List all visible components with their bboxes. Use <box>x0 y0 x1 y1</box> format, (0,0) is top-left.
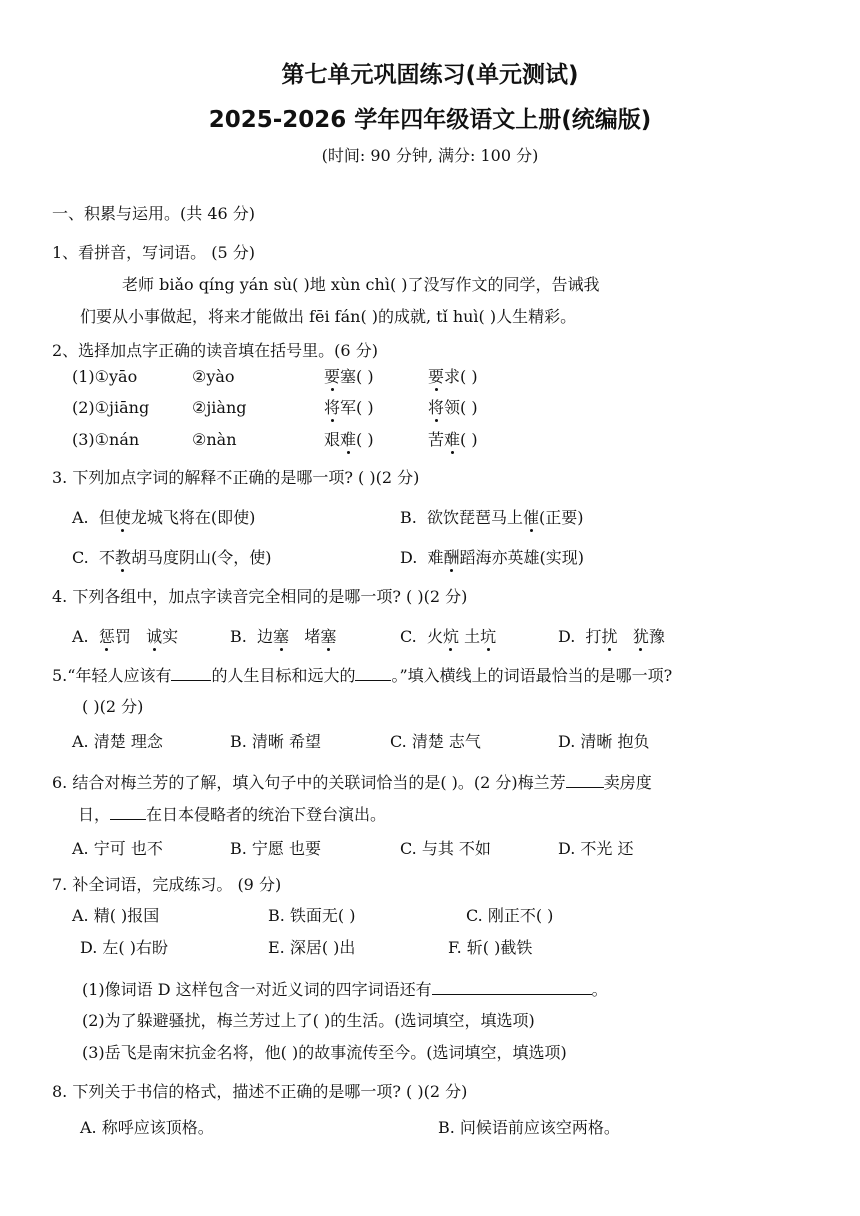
word-char: 罚 <box>114 627 131 646</box>
answer-paren: ( ) <box>356 430 374 449</box>
q6-option-d: D. 不光 还 <box>558 839 634 858</box>
dotted-char: 将 <box>428 398 445 417</box>
q3-stem: 3. 下列加点字词的解释不正确的是哪一项? ( )(2 分) <box>52 468 420 487</box>
exam-time-note: (时间: 90 分钟, 满分: 100 分) <box>321 146 539 165</box>
q1-stem: 1、看拼音，写词语。 (5 分) <box>52 243 256 262</box>
dotted-char: 教 <box>114 548 131 567</box>
dotted-char: 酬 <box>443 548 460 567</box>
word-char: 边 <box>257 627 274 646</box>
q3-option-a <box>72 507 255 529</box>
option-label: C. <box>400 627 417 646</box>
answer-paren: ( ) <box>460 367 478 386</box>
q7-sub1 <box>82 978 608 1001</box>
dotted-char: 使 <box>114 508 131 527</box>
q7-stem: 7. 补全词语，完成练习。 (9 分) <box>52 875 282 894</box>
q2-option-2: ②jiàng <box>192 398 247 417</box>
q2-option-2: ②yào <box>192 367 235 386</box>
q2-option-1: ①jiāng <box>94 398 150 417</box>
q2-row-num: (3) <box>72 430 95 449</box>
q2-option-1: ①yāo <box>94 367 138 386</box>
q2-row-num: (2) <box>72 398 95 417</box>
q5-line2: ( )(2 分) <box>82 697 144 716</box>
fill-blank[interactable] <box>355 664 391 681</box>
q3-option-d <box>400 547 584 569</box>
q4-option-a <box>72 626 178 648</box>
fill-blank[interactable] <box>110 803 146 820</box>
stem-text: 。”填入横线上的词语最恰当的是哪一项? <box>391 666 673 685</box>
q5-option-d: D. 清晰 抱负 <box>558 732 650 751</box>
option-label: A. <box>72 627 89 646</box>
q7-sub3: (3)岳飞是南宋抗金名将，他( )的故事流传至今。(选词填空，填选项) <box>82 1043 567 1062</box>
q8-option-a: A. 称呼应该顶格。 <box>80 1118 214 1137</box>
q7-option-d: D. 左( )右盼 <box>80 938 169 957</box>
q7-sub2: (2)为了躲避骚扰，梅兰芳过上了( )的生活。(选词填空，填选项) <box>82 1011 535 1030</box>
word-char: 火 <box>426 627 443 646</box>
q6-option-c: C. 与其 不如 <box>400 839 491 858</box>
q2-row-3 <box>72 429 139 451</box>
word-char: 豫 <box>648 627 665 646</box>
q7-option-b: B. 铁面无( ) <box>268 906 356 925</box>
q2-word-2 <box>428 397 478 419</box>
q6-line2 <box>78 803 386 826</box>
q4-option-c <box>400 626 496 648</box>
q2-row-1 <box>72 366 137 388</box>
q7-option-a: A. 精( )报国 <box>72 906 160 925</box>
q8-option-b: B. 问候语前应该空两格。 <box>438 1118 620 1137</box>
q7-option-f: F. 斩( )截铁 <box>448 938 533 957</box>
option-label: C. <box>72 548 89 567</box>
dotted-char: 催 <box>523 508 540 527</box>
stem-text: 的人生目标和远大的 <box>211 666 356 685</box>
option-text: 龙城飞将在(即使) <box>130 508 256 527</box>
fill-blank[interactable] <box>432 978 592 995</box>
option-label: B. <box>230 627 247 646</box>
stem-text: 。 <box>591 980 608 999</box>
q6-stem <box>52 771 652 794</box>
q4-stem: 4. 下列各组中，加点字读音完全相同的是哪一项? ( )(2 分) <box>52 587 468 606</box>
word-char: 苦 <box>428 430 445 449</box>
word-char: 打 <box>585 627 602 646</box>
stem-text: 5.“年轻人应该有 <box>52 666 172 685</box>
dotted-char: 要 <box>324 367 341 386</box>
q2-option-2: ②nàn <box>192 430 237 449</box>
stem-text: 日， <box>78 805 111 824</box>
stem-text: 6. 结合对梅兰芳的了解，填入句子中的关联词恰当的是( )。(2 分)梅兰芳 <box>52 773 566 792</box>
option-text: 但 <box>98 508 115 527</box>
q2-row-num: (1) <box>72 367 95 386</box>
answer-paren: ( ) <box>356 398 374 417</box>
q5-stem <box>52 664 672 687</box>
dotted-char: 塞 <box>320 627 337 646</box>
q2-row-2 <box>72 397 149 419</box>
fill-blank[interactable] <box>171 664 211 681</box>
word-char: 塞 <box>340 367 357 386</box>
dotted-char: 惩 <box>98 627 115 646</box>
option-text: 欲饮琵琶马上 <box>427 508 524 527</box>
option-text: 胡马度阴山(令，使) <box>130 548 272 567</box>
fill-blank[interactable] <box>566 771 604 788</box>
dotted-char: 炕 <box>442 627 459 646</box>
q1-line1: 老师 biǎo qíng yán sù( )地 xùn chì( )了没写作文的同学，告诫我 <box>122 275 600 294</box>
q5-option-a: A. 清楚 理念 <box>72 732 163 751</box>
option-text: 蹈海亦英雄(实现) <box>459 548 585 567</box>
q6-option-b: B. 宁愿 也要 <box>230 839 322 858</box>
word-char: 领 <box>444 398 461 417</box>
q2-word-2 <box>428 366 478 388</box>
dotted-char: 扰 <box>601 627 618 646</box>
option-label: D. <box>400 548 418 567</box>
exam-title-line2: 2025-2026 学年四年级语文上册(统编版) <box>208 107 652 133</box>
q3-option-b <box>400 507 584 529</box>
q5-option-c: C. 清楚 志气 <box>390 732 481 751</box>
q3-option-c <box>72 547 271 569</box>
section-heading: 一、积累与运用。(共 46 分) <box>52 204 256 223</box>
option-text: 不 <box>98 548 115 567</box>
dotted-char: 难 <box>340 430 357 449</box>
q2-word-2 <box>428 429 478 451</box>
answer-paren: ( ) <box>460 430 478 449</box>
dotted-char: 犹 <box>632 627 649 646</box>
word-char: 军 <box>340 398 357 417</box>
q1-line2: 们要从小事做起，将来才能做出 fēi fán( )的成就, tǐ huì( )人生精彩。 <box>80 307 577 326</box>
exam-title-line1: 第七单元巩固练习(单元测试) <box>281 62 579 88</box>
dotted-char: 将 <box>324 398 341 417</box>
word-char: 实 <box>162 627 179 646</box>
option-label: A. <box>72 508 89 527</box>
stem-text: 卖房度 <box>603 773 652 792</box>
q4-option-d <box>558 626 665 648</box>
stem-text: (1)像词语 D 这样包含一对近义词的四字词语还有 <box>82 980 432 999</box>
q8-stem: 8. 下列关于书信的格式，描述不正确的是哪一项? ( )(2 分) <box>52 1082 468 1101</box>
option-text: (正要) <box>539 508 584 527</box>
option-label: D. <box>558 627 576 646</box>
q2-word-1 <box>324 366 374 388</box>
q6-option-a: A. 宁可 也不 <box>72 839 163 858</box>
q4-option-b <box>230 626 336 648</box>
dotted-char: 要 <box>428 367 445 386</box>
q2-word-1 <box>324 429 374 451</box>
q7-option-e: E. 深居( )出 <box>268 938 356 957</box>
dotted-char: 难 <box>444 430 461 449</box>
word-char: 求 <box>444 367 461 386</box>
dotted-char: 塞 <box>273 627 290 646</box>
option-text: 难 <box>427 548 444 567</box>
q2-option-1: ①nán <box>94 430 140 449</box>
option-label: B. <box>400 508 417 527</box>
q7-option-c: C. 刚正不( ) <box>466 906 554 925</box>
q5-option-b: B. 清晰 希望 <box>230 732 322 751</box>
q2-word-1 <box>324 397 374 419</box>
q2-stem: 2、选择加点字正确的读音填在括号里。(6 分) <box>52 341 378 360</box>
word-char: 堵 <box>304 627 321 646</box>
answer-paren: ( ) <box>356 367 374 386</box>
stem-text: 在日本侵略者的统治下登台演出。 <box>146 805 387 824</box>
word-char: 艰 <box>324 430 341 449</box>
dotted-char: 坑 <box>480 627 497 646</box>
answer-paren: ( ) <box>460 398 478 417</box>
dotted-char: 诚 <box>146 627 163 646</box>
word-char: 土 <box>464 627 481 646</box>
